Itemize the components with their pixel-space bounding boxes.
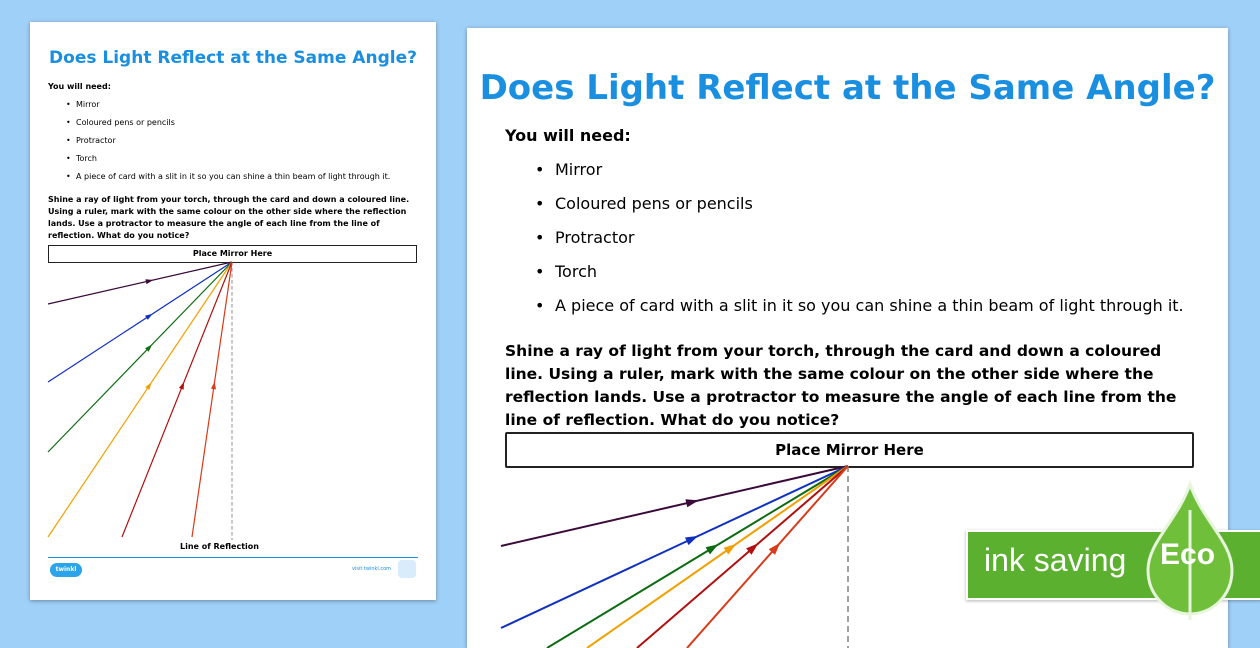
- ray-arrow: [706, 544, 719, 554]
- ray-arrow: [724, 544, 737, 555]
- list-item: • Torch: [555, 262, 1195, 296]
- ray-line: [687, 466, 848, 648]
- list-item: • Mirror: [555, 160, 1195, 194]
- site-link: visit twinkl.com: [352, 566, 392, 572]
- ray-arrow: [179, 382, 184, 390]
- list-item: • Mirror: [76, 100, 416, 118]
- ray-line: [501, 466, 848, 628]
- ray-diagram: [30, 22, 436, 600]
- page-title-large: Does Light Reflect at the Same Angle?: [479, 68, 1216, 108]
- ray-line: [48, 262, 232, 537]
- ray-line: [48, 262, 232, 382]
- twinkl-logo: twinkl: [50, 563, 82, 577]
- you-will-need-heading: You will need:: [48, 82, 111, 91]
- line-of-reflection-label: Line of Reflection: [180, 542, 259, 551]
- ray-arrow: [211, 382, 216, 390]
- list-item: • Coloured pens or pencils: [76, 118, 416, 136]
- ray-arrow: [145, 279, 153, 284]
- ray-line: [48, 262, 232, 452]
- ink-saving-label: ink saving: [984, 542, 1127, 578]
- list-item: • Coloured pens or pencils: [555, 194, 1195, 228]
- ray-line: [192, 262, 232, 537]
- eco-label: Eco: [1160, 538, 1216, 571]
- ray-line: [547, 466, 848, 648]
- list-item: • A piece of card with a slit in it so you can shine a thin beam of light through it.: [76, 172, 416, 190]
- instructions-text: Shine a ray of light from your torch, through the card and down a coloured line. Using a ruler, mark with the same colour on the other side where the reflection lands. Use a protractor to measure the angle of each line from the line of reflection. What do you notice?: [48, 195, 410, 240]
- mirror-box-large: Place Mirror Here: [505, 432, 1194, 468]
- worksheet-thumbnail: [30, 22, 436, 600]
- list-item: • Torch: [76, 154, 416, 172]
- list-item: • Protractor: [76, 136, 416, 154]
- ray-line: [48, 262, 232, 304]
- footer-divider: [48, 557, 418, 558]
- list-item: • A piece of card with a slit in it so you can shine a thin beam of light through it.: [555, 296, 1195, 330]
- ray-arrow: [685, 499, 698, 507]
- ray-arrow: [145, 382, 151, 390]
- ray-line: [122, 262, 232, 537]
- instructions-text-large: Shine a ray of light from your torch, through the card and down a coloured line. Using a ruler, mark with the same colour on the other side where the reflection lands. Use a protractor to measure the angle of each line from the line of reflection. What do you notice?: [505, 342, 1177, 429]
- ray-arrow: [145, 314, 153, 320]
- mirror-box: Place Mirror Here: [48, 245, 417, 263]
- ray-line: [637, 466, 848, 648]
- ray-arrow: [685, 536, 698, 545]
- ray-line: [587, 466, 848, 648]
- you-will-need-heading-large: You will need:: [505, 126, 631, 145]
- page-title: Does Light Reflect at the Same Angle?: [49, 48, 417, 68]
- list-item: • Protractor: [555, 228, 1195, 262]
- ray-line: [501, 466, 848, 546]
- quality-badge-icon: [398, 560, 416, 578]
